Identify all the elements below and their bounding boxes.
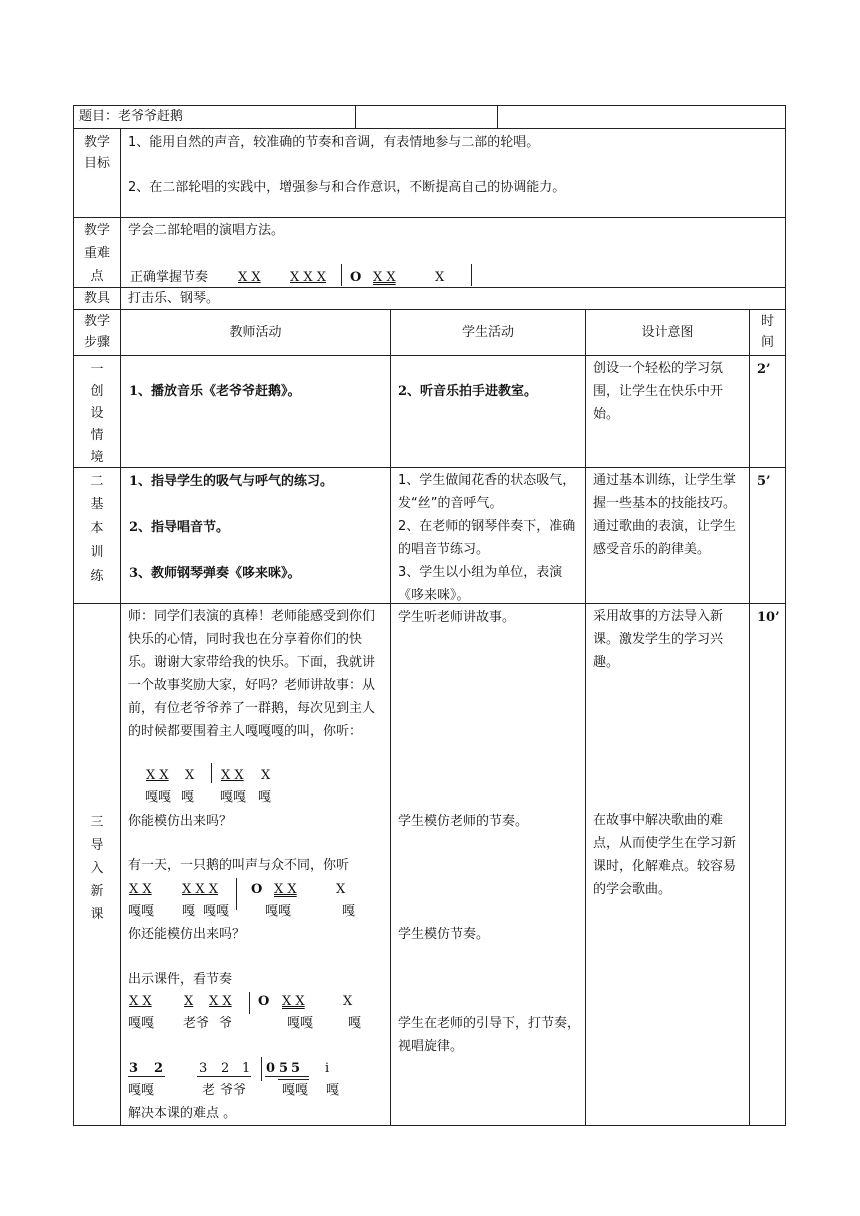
r4-note-6: 0	[266, 1061, 276, 1076]
step3-design-2: 在故事中解决歌曲的难点，从而使学生在学习新课时，化解难点。较容易的学会歌曲。	[593, 813, 737, 897]
r4-note-1: 3	[129, 1061, 139, 1076]
step2-name-3: 本	[90, 521, 104, 536]
step3-name-1: 三	[90, 815, 104, 830]
r2-word-3: 嘎嘎	[203, 904, 230, 919]
r2-note-1: X X	[129, 882, 152, 897]
r4-note-3: 3	[199, 1061, 208, 1076]
key-rhythm-2: X X X	[290, 270, 327, 285]
step3-name-5: 课	[90, 907, 104, 922]
key-line-1: 学会二部轮唱的演唱方法。	[128, 223, 285, 238]
key-rhythm-1: X X	[238, 270, 261, 285]
r3-word-3: 爷	[219, 1016, 233, 1031]
step2-student	[398, 469, 584, 607]
r3-word-2: 老爷	[183, 1016, 210, 1031]
r3-note-5: X X	[282, 994, 305, 1009]
step2-name-5: 练	[90, 569, 104, 584]
r3-note-6: X	[343, 994, 353, 1009]
step2-student-2: 2、在老师的钢琴伴奏下，准确的唱音节练习。	[398, 519, 576, 557]
student-col-line	[585, 309, 586, 1126]
r2-barline	[236, 878, 237, 910]
r4-beam-1	[128, 1076, 165, 1077]
r1-word-3: 嘎嘎	[220, 790, 247, 805]
r4-note-7: 5	[279, 1061, 289, 1076]
tools-head: 教具	[83, 291, 110, 306]
r4-note-9: i	[325, 1061, 330, 1076]
r2-note-4: X X	[274, 882, 297, 897]
r4-beam-3b	[278, 1079, 309, 1080]
r1-word-1: 嘎嘎	[145, 790, 172, 805]
key-rhythm-4: X X	[373, 270, 396, 285]
label-col-line	[120, 128, 121, 1126]
design-col-line	[749, 309, 750, 1126]
step2-student-3: 3、学生以小组为单位，表演《哆来咪》。	[398, 565, 563, 603]
r4-word-5: 嘎	[326, 1083, 340, 1098]
step2-teacher-1: 1、指导学生的吸气与呼气的练习。	[129, 474, 334, 489]
r1-note-2: X	[185, 768, 195, 783]
step1-name-2: 创	[90, 384, 104, 399]
step3-name-4: 新	[90, 884, 104, 899]
tools-value: 打击乐、钢琴。	[128, 291, 220, 306]
step3-question-1: 你能模仿出来吗？	[128, 814, 233, 829]
row-line-6	[73, 467, 786, 468]
step1-design: 创设一个轻松的学习氛围，让学生在快乐中开始。	[593, 361, 724, 422]
key-head-2: 重难	[83, 246, 110, 261]
key-rhythm-3: O	[350, 270, 362, 285]
r4-note-2: 2	[154, 1061, 164, 1076]
step2-name-4: 训	[90, 545, 104, 560]
r4-word-3: 爷爷	[220, 1083, 247, 1098]
key-head-3: 点	[90, 269, 104, 284]
r4-note-4: 2	[221, 1061, 230, 1076]
step3-student-1: 学生听老师讲故事。	[398, 610, 516, 625]
r3-note-4: O	[258, 994, 270, 1009]
r2-word-2: 嘎	[182, 904, 196, 919]
row-line-2	[73, 217, 786, 218]
header-design: 设计意图	[641, 325, 694, 340]
r3-word-1: 嘎嘎	[128, 1016, 155, 1031]
r1-barline	[211, 763, 212, 783]
step2-design: 通过基本训练，让学生掌握一些基本的技能技巧。通过歌曲的表演，让学生感受音乐的韵律美。	[593, 473, 737, 557]
row-line-4	[73, 309, 786, 310]
row-line-1	[73, 128, 786, 129]
step1-teacher: 1、播放音乐《老爷爷赶鹅》。	[129, 384, 301, 399]
step3-courseware: 出示课件，看节奏	[128, 972, 233, 987]
step3-name-3: 入	[90, 861, 104, 876]
r2-word-1: 嘎嘎	[128, 904, 155, 919]
header-time-2: 间	[760, 335, 774, 350]
r3-note-1: X X	[129, 994, 152, 1009]
title-col-line-2	[497, 105, 498, 128]
step3-question-2: 你还能模仿出来吗？	[128, 927, 246, 942]
step2-name-2: 基	[90, 497, 104, 512]
key-barline-2	[471, 264, 472, 286]
step2-teacher-2: 2、指导唱音节。	[129, 520, 230, 535]
key-head-1: 教学	[83, 223, 110, 238]
goal-head-1: 教学	[83, 135, 110, 150]
title-col-line-1	[355, 105, 356, 128]
goal-item-2: 2、在二部轮唱的实践中，增强参与和合作意识，不断提高自己的协调能力。	[128, 180, 566, 195]
r4-barline	[261, 1057, 262, 1081]
step2-time: 5’	[757, 474, 771, 489]
goal-head-2: 目标	[83, 156, 110, 171]
step3-student-2: 学生模仿老师的节奏。	[398, 814, 529, 829]
lesson-title: 题目：老爷爷赶鹅	[79, 109, 184, 124]
r3-word-5: 嘎	[348, 1016, 362, 1031]
table-border-right	[785, 105, 786, 1126]
r1-note-1: X X	[146, 768, 169, 783]
step3-teacher-intro: 师：同学们表演的真棒！老师能感受到你们快乐的心情，同时我也在分享着你们的快乐。谢谢大家带给我的快乐。下面，我就讲一个故事奖励大家，好吗？老师讲故事：从前，有位老爷爷养了一群鹅，每次见到主人的时候都要围着主人嘎嘎嘎的叫，你听：	[128, 609, 376, 739]
r1-note-4: X	[261, 768, 271, 783]
step3-time: 10’	[757, 610, 780, 625]
header-time-1: 时	[760, 314, 774, 329]
r4-note-5: 1	[242, 1061, 251, 1076]
r1-note-3: X X	[221, 768, 244, 783]
r2-word-4: 嘎嘎	[265, 904, 292, 919]
row-line-3	[73, 287, 786, 288]
r3-word-4: 嘎嘎	[287, 1016, 314, 1031]
table-border-bottom	[73, 1125, 786, 1126]
r4-beam-3a	[265, 1076, 309, 1077]
r1-word-4: 嘎	[258, 790, 272, 805]
step2-name-1: 二	[90, 474, 104, 489]
teacher-col-line	[390, 309, 391, 1126]
step1-name-4: 情	[90, 428, 104, 443]
header-teacher: 教师活动	[229, 325, 282, 340]
header-steps-1: 教学	[83, 314, 110, 329]
step2-student-1: 1、学生做闻花香的状态吸气，发“丝”的音呼气。	[398, 473, 576, 511]
r3-note-3: X X	[209, 994, 232, 1009]
r4-word-4: 嘎嘎	[282, 1083, 309, 1098]
header-student: 学生活动	[461, 325, 514, 340]
r2-note-2: X X X	[182, 882, 219, 897]
r2-note-3: O	[251, 882, 263, 897]
r4-beam-2	[197, 1076, 251, 1077]
step3-story-2: 有一天，一只鹅的叫声与众不同，你听	[128, 858, 350, 873]
step1-time: 2’	[757, 362, 771, 377]
r3-note-2: X	[184, 994, 194, 1009]
key-rhythm-5: X	[435, 270, 445, 285]
step2-teacher-3: 3、教师钢琴弹奏《哆来咪》。	[129, 566, 301, 581]
step3-name-2: 导	[90, 838, 104, 853]
key-line-2-label: 正确掌握节奏	[130, 270, 209, 285]
header-steps-2: 步骤	[83, 335, 110, 350]
step1-student: 2、听音乐拍手进教室。	[398, 384, 538, 399]
step1-name-3: 设	[90, 406, 104, 421]
step3-conclusion: 解决本课的难点 。	[128, 1106, 237, 1121]
step3-student-3: 学生模仿节奏。	[398, 927, 490, 942]
step1-name-5: 境	[90, 450, 104, 465]
row-line-5	[73, 355, 786, 356]
r2-word-5: 嘎	[342, 904, 356, 919]
r1-word-2: 嘎	[181, 790, 195, 805]
r4-note-8: 5	[291, 1061, 301, 1076]
goal-item-1: 1、能用自然的声音，较准确的节奏和音调，有表情地参与二部的轮唱。	[128, 135, 540, 150]
table-border-top	[73, 105, 786, 106]
step1-name-1: 一	[90, 362, 104, 377]
r3-barline	[249, 992, 250, 1014]
step3-student-4: 学生在老师的引导下，打节奏，视唱旋律。	[398, 1016, 581, 1054]
r2-note-5: X	[336, 882, 346, 897]
key-barline-1	[341, 264, 342, 286]
r4-word-1: 嘎嘎	[128, 1083, 155, 1098]
step3-design-1: 采用故事的方法导入新课。激发学生的学习兴趣。	[593, 609, 724, 670]
r4-word-2: 老	[202, 1083, 216, 1098]
